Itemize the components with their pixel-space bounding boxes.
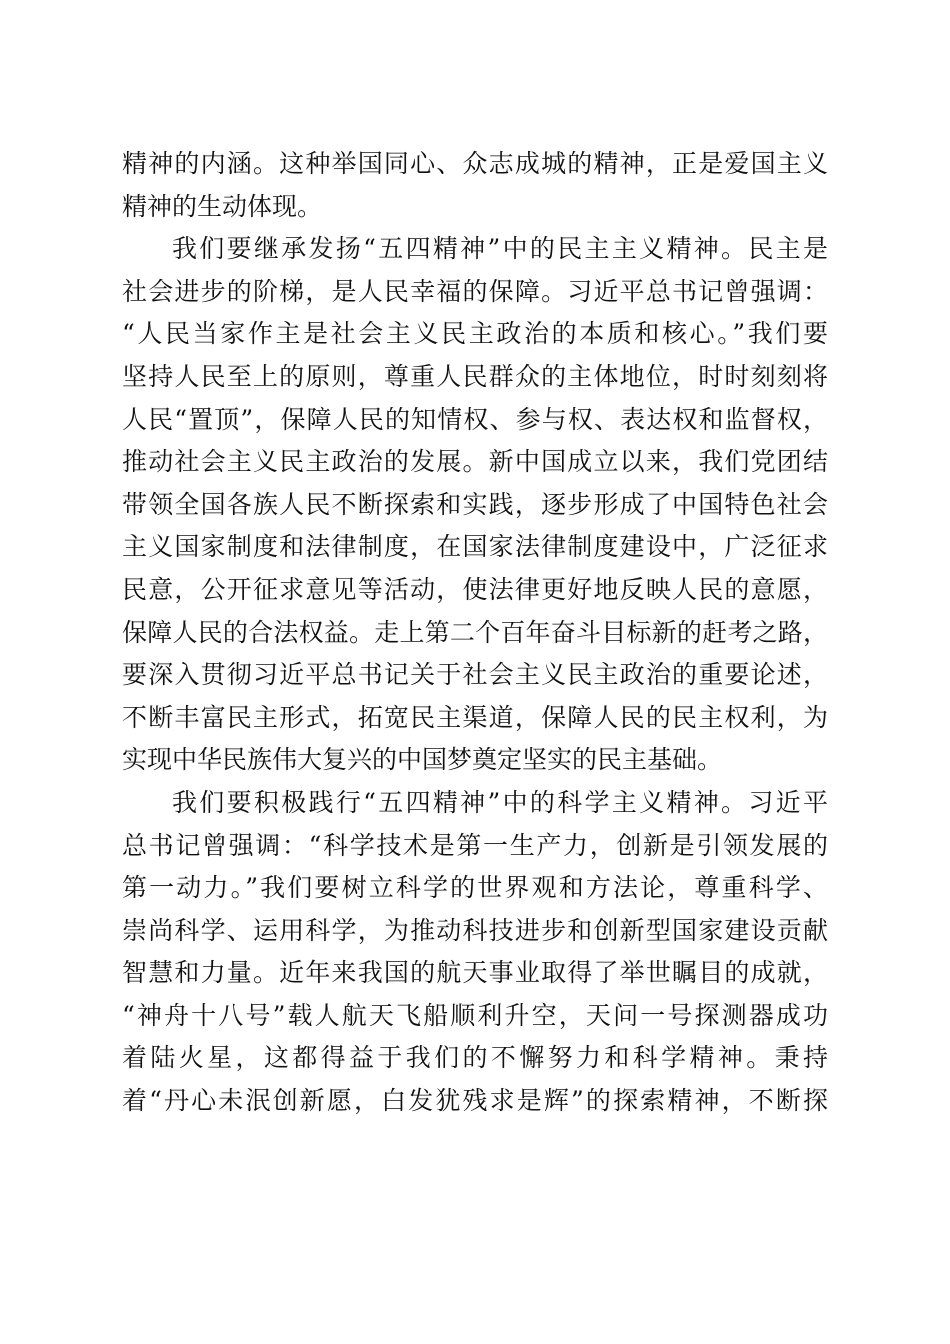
text-line: 第一动力。”我们要树立科学的世界观和方法论，尊重科学、 [122,873,828,903]
text-line: 推动社会主义民主政治的发展。新中国成立以来，我们党团结 [122,447,828,477]
text-line: 精神的内涵。这种举国同心、众志成城的精神，正是爱国主义 [122,149,828,178]
text-line: 我们要积极践行“五四精神”中的科学主义精神。习近平 [172,787,828,817]
text-line: 社会进步的阶梯，是人民幸福的保障。习近平总书记曾强调： [122,276,828,306]
text-line: 人民“置顶”，保障人民的知情权、参与权、表达权和监督权， [122,404,828,434]
text-line: 要深入贯彻习近平总书记关于社会主义民主政治的重要论述， [122,660,828,690]
text-line: 民意，公开征求意见等活动，使法律更好地反映人民的意愿， [122,574,828,604]
text-line: 带领全国各族人民不断探索和实践，逐步形成了中国特色社会 [122,489,828,519]
text-line: 崇尚科学、运用科学，为推动科技进步和创新型国家建设贡献 [122,915,828,945]
text-line: 着陆火星，这都得益于我们的不懈努力和科学精神。秉持 [122,1043,828,1073]
text-line: 保障人民的合法权益。走上第二个百年奋斗目标新的赶考之路， [122,617,828,647]
document-body [122,143,828,1123]
text-line: 我们要继承发扬“五四精神”中的民主主义精神。民主是 [172,234,828,264]
text-line: 总书记曾强调：“科学技术是第一生产力，创新是引领发展的 [122,830,828,860]
text-line: 智慧和力量。近年来我国的航天事业取得了举世瞩目的成就， [122,958,828,988]
text-line: “神舟十八号”载人航天飞船顺利升空，天问一号探测器成功 [122,1000,828,1030]
text-line: 主义国家制度和法律制度，在国家法律制度建设中，广泛征求 [122,532,828,562]
text-line: 实现中华民族伟大复兴的中国梦奠定坚实的民主基础。 [122,745,723,775]
text-line: 不断丰富民主形式，拓宽民主渠道，保障人民的民主权利，为 [122,702,828,732]
text-line: 着“丹心未泯创新愿，白发犹残求是辉”的探索精神，不断探 [122,1086,828,1116]
text-line: 坚持人民至上的原则，尊重人民群众的主体地位，时时刻刻将 [122,361,828,391]
text-line: 精神的生动体现。 [122,191,323,221]
text-line: “人民当家作主是社会主义民主政治的本质和核心。”我们要 [122,319,828,349]
